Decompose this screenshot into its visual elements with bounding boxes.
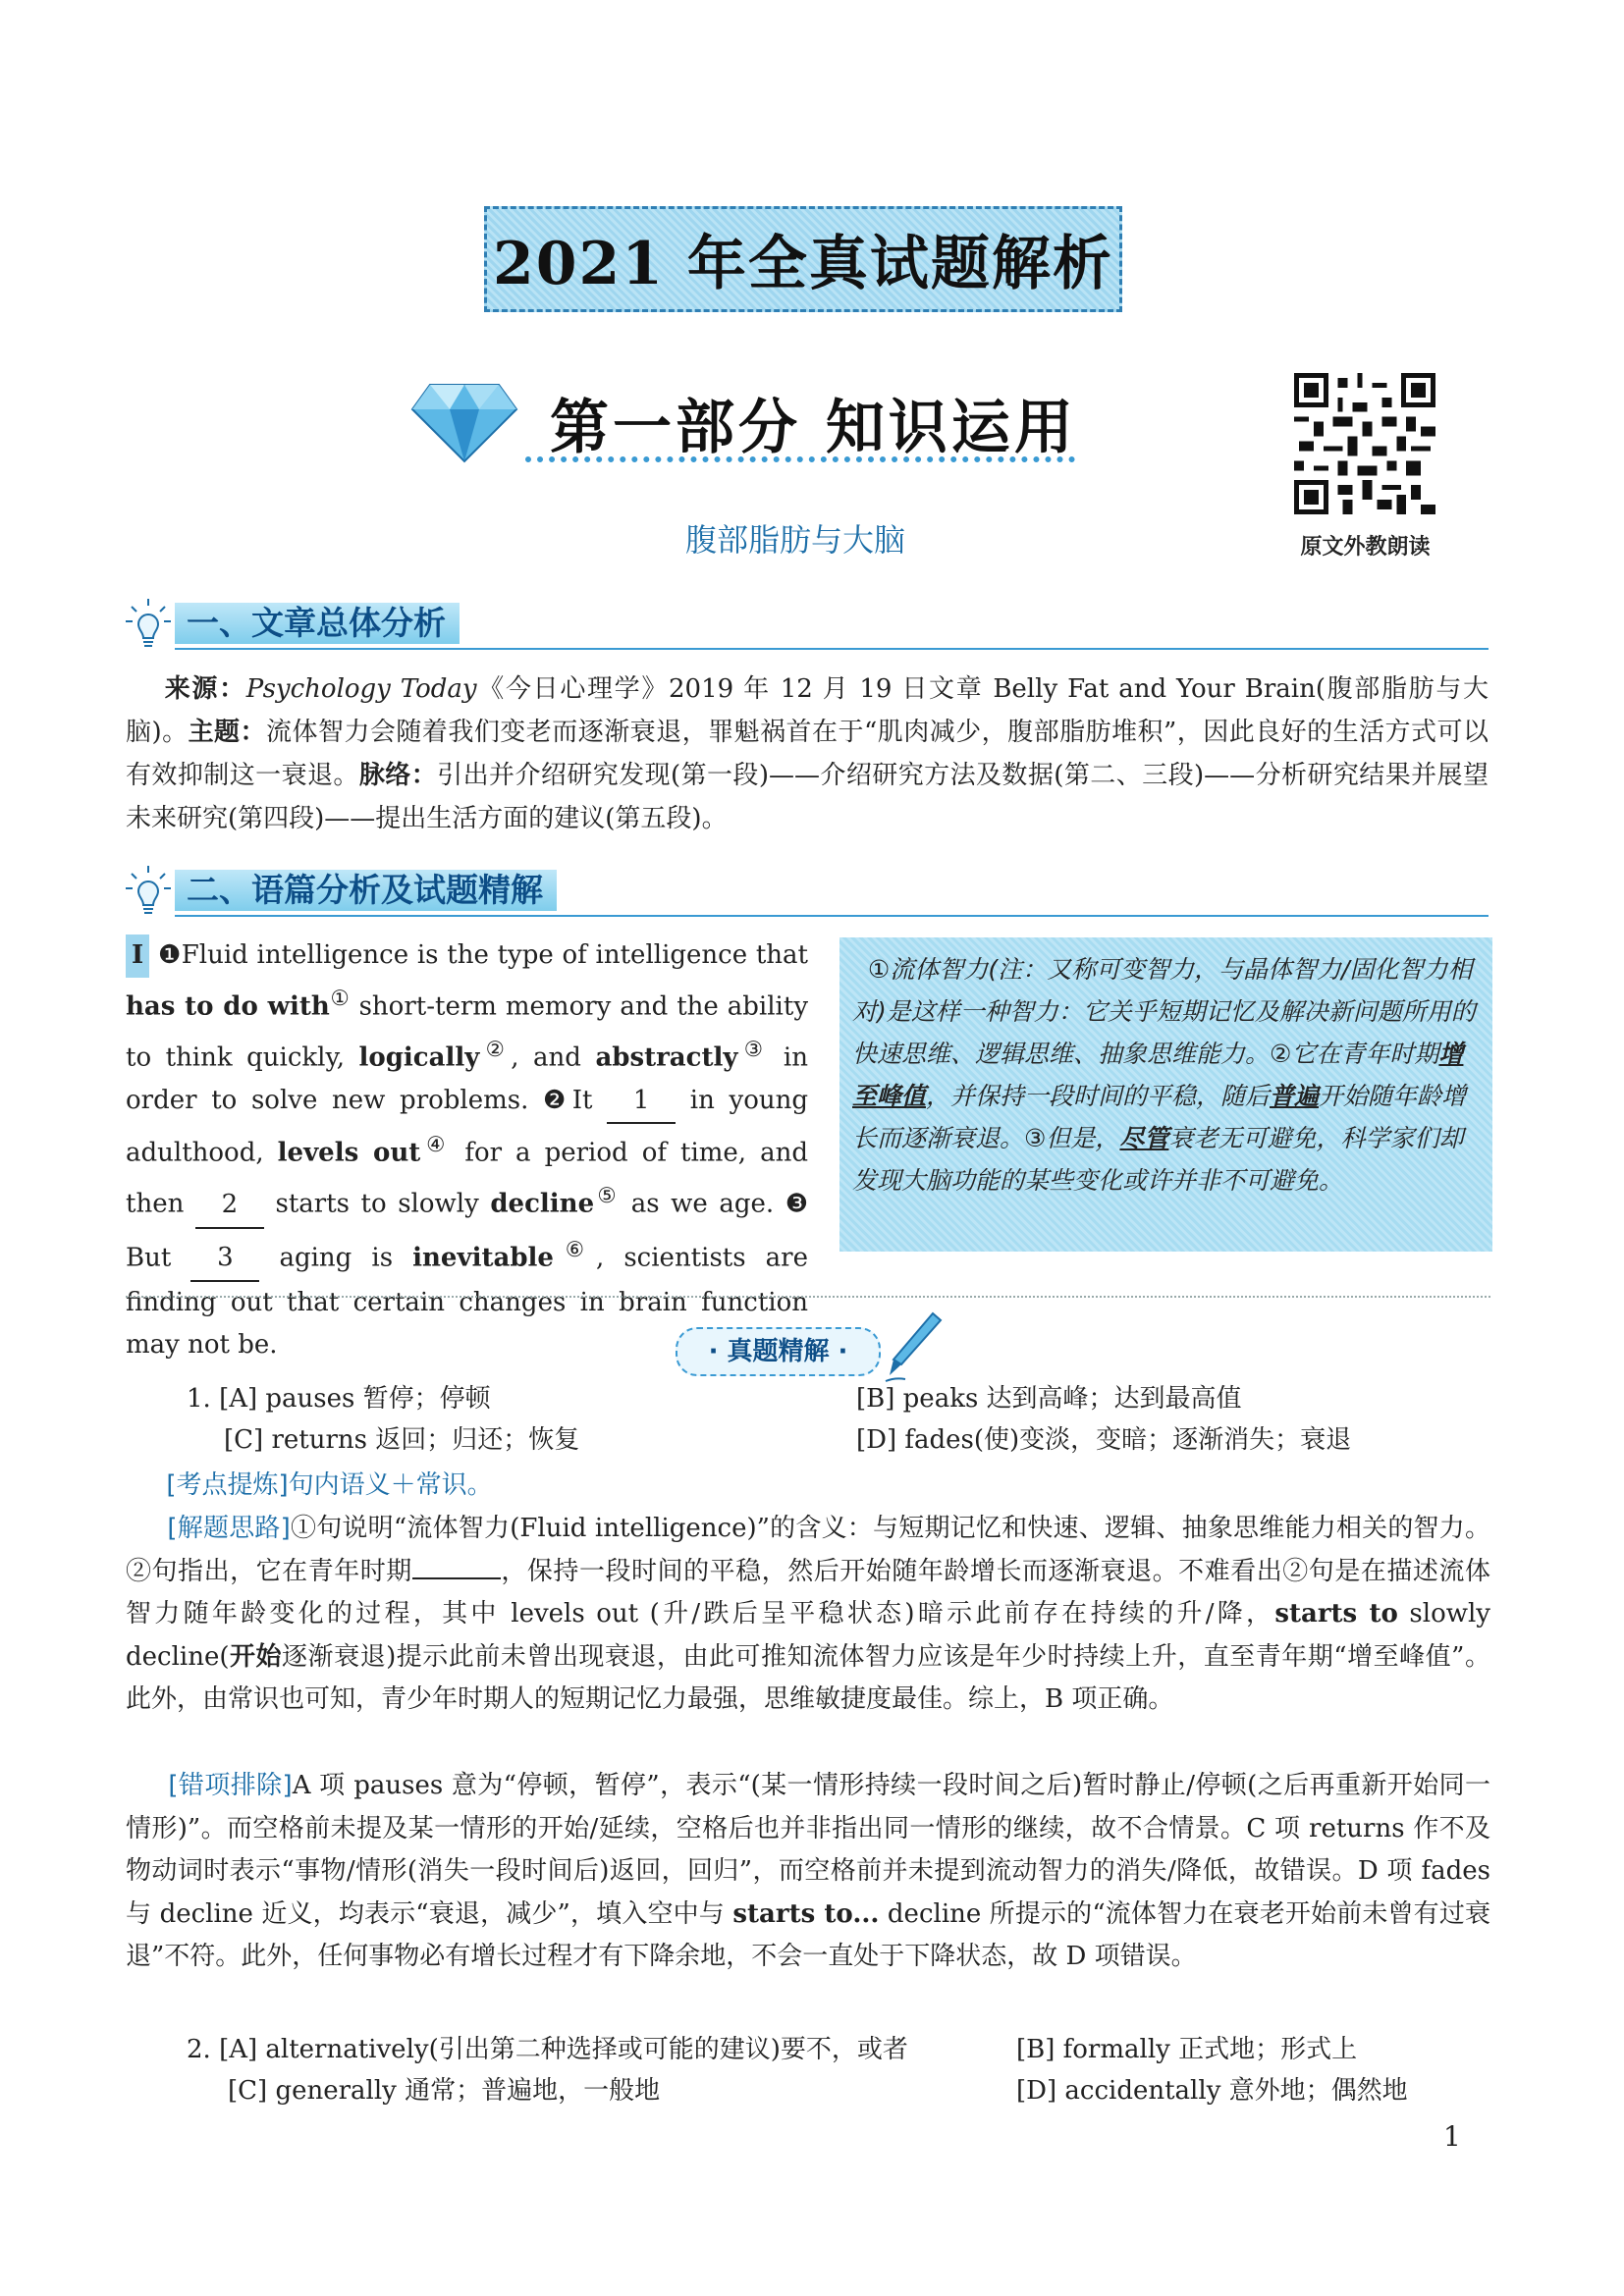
dotted-divider [126, 1296, 1490, 1298]
q1-elimination: [错项排除]A 项 pauses 意为“停顿，暂停”，表示“(某一情形持续一段时间之后)暂时静止/停顿(之后再重新开始同一情形)”。而空格前未提及某一情形的开始/延续，空格后也并非指出同一情形的继续，故不合情景。C 项 returns 作不及物动词时表示“事物/情形(消失一段时间后)返回，回归”，而空格前并未提到流动智力的消失/降低，故错误。D 项 fades 与 decline 近义，均表示“衰退，减少”，填入空中与 starts to... decline 所提示的“流体智力在衰老开始前未曾有过衰退”不符。此外，任何事物必有增长过程才有下降余地，不会一直处于下降状态，故 D 项错误。 [126, 1771, 1490, 1971]
english-passage: Ⅰ ❶Fluid intelligence is the type of intelligence that has to do with① short-term memory and the ability to think quickly, logically②, and abstractly③ in order to solve new problems. ❷It 1 in young adulthood, levels out④ for a period of time, and then 2 starts to slowly decline⑤ as we age. ❸ But 3 aging is inevitable⑥, scientists are finding out that certain changes in brain function may not be. [126, 934, 808, 1367]
translation-text: ①流体智力(注：又称可变智力，与晶体智力/固化智力相对)是这样一种智力：它关乎短期记忆及解决新问题所用的快速思维、逻辑思维、抽象思维能力。②它在青年时期增至峰值，并保持一段时间的平稳，随后普遍开始随年龄增长而逐渐衰退。③但是，尽管衰老无可避免，科学家们却发现大脑功能的某些变化或许并非不可避免。 [852, 955, 1476, 1195]
lightbulb-icon [124, 864, 173, 919]
q1-option-a: 1. [A] pauses 暂停；停顿 [187, 1384, 491, 1414]
q2-option-c: [C] generally 通常；普遍地，一般地 [228, 2076, 661, 2106]
q2-option-a: 2. [A] alternatively(引出第二种选择或可能的建议)要不，或者 [187, 2035, 908, 2064]
q2-option-b: [B] formally 正式地；形式上 [1016, 2035, 1358, 2064]
q1-option-d: [D] fades(使)变淡，变暗；逐渐消失；衰退 [856, 1425, 1352, 1455]
page-title-box [484, 206, 1122, 312]
q1-key-point: [考点提炼]句内语义＋常识。 [166, 1470, 493, 1500]
source-paragraph: 来源：Psychology Today《今日心理学》2019 年 12 月 19 日文章 Belly Fat and Your Brain(腹部脂肪与大脑)。主题：流体智力会随着我们变老而逐渐衰退，罪魁祸首在于“肌肉减少，腹部脂肪堆积”，因此良好的生活方式可以有效抑制这一衰退。脉络：引出并介绍研究发现(第一段)——介绍研究方法及数据(第二、三段)——分析研究结果并展望未来研究(第四段)——提出生活方面的建议(第五段)。 [126, 674, 1489, 833]
section-rule [175, 648, 1489, 650]
q1-option-b: [B] peaks 达到高峰；达到最高值 [856, 1384, 1242, 1414]
diamond-icon [410, 375, 518, 463]
section-rule [175, 915, 1489, 917]
qr-caption: 原文外教朗读 [1300, 535, 1431, 560]
q2-option-d: [D] accidentally 意外地；偶然地 [1016, 2076, 1408, 2106]
blank-3: 3 [190, 1237, 259, 1282]
q1-solution: [解题思路]①句说明“流体智力(Fluid intelligence)”的含义：与短期记忆和快速、逻辑、抽象思维能力相关的智力。②句指出，它在青年时期 ，保持一段时间的平稳，然后开始随年龄增长而逐渐衰退。不难看出②句是在描述流体智力随年龄变化的过程，其中 levels out (升/跌后呈平稳状态)暗示此前存在持续的升/降，starts to slowly decline(开始逐渐衰退)提示此前未曾出现衰退，由此可推知流体智力应该是年少时持续上升，直至青年期“增至峰值”。此外，由常识也可知，青少年时期人的短期记忆力最强，思维敏捷度最佳。综上，B 项正确。 [126, 1514, 1490, 1714]
page-title: 2021 年全真试题解析 [493, 230, 1113, 298]
section-label-2: 二、语篇分析及试题精解 [175, 870, 557, 911]
blank-1: 1 [607, 1080, 676, 1125]
blank-2: 2 [195, 1184, 264, 1229]
section-label-1: 一、文章总体分析 [175, 603, 460, 644]
section-heading-1 [124, 597, 1489, 652]
pen-icon [884, 1310, 943, 1384]
qr-code-icon[interactable] [1294, 373, 1435, 514]
part-heading: 第一部分 知识运用 [550, 394, 1077, 462]
lightbulb-icon [124, 597, 173, 652]
part-underline [525, 456, 1075, 462]
page-number: 1 [1443, 2120, 1461, 2153]
article-title: 腹部脂肪与大脑 [684, 521, 905, 559]
q1-option-c: [C] returns 返回；归还；恢复 [224, 1425, 580, 1455]
section-heading-2 [124, 864, 1489, 919]
analysis-label: · 真题精解 · [676, 1327, 881, 1376]
paragraph-number: Ⅰ [126, 934, 149, 978]
